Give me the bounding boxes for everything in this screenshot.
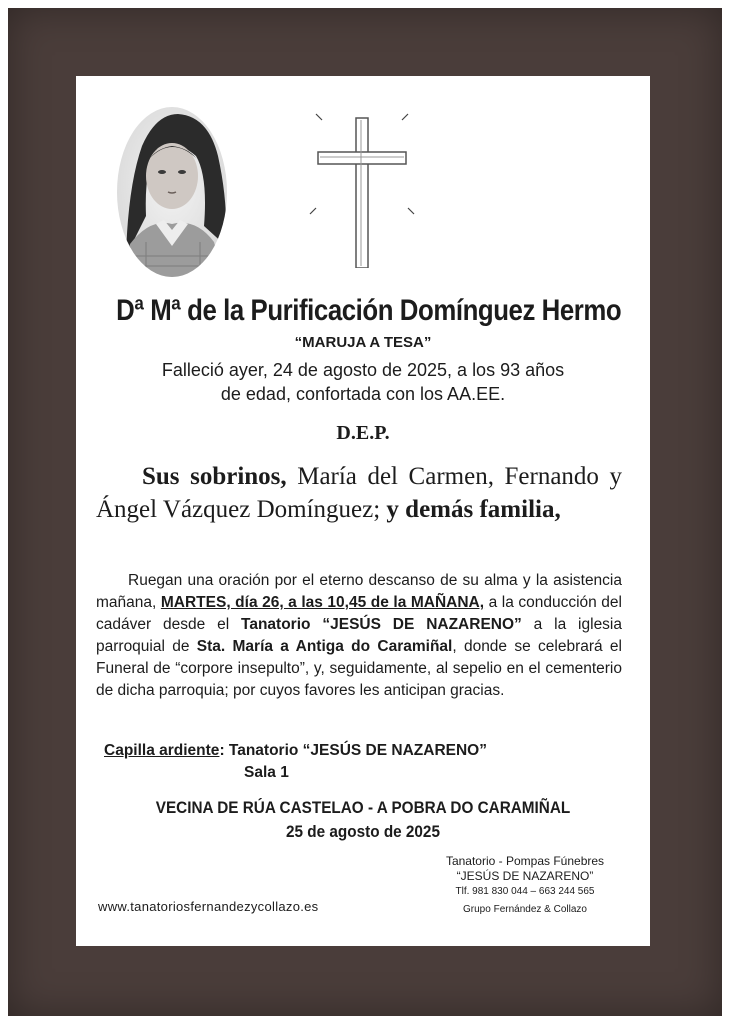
funeral-home-group: Grupo Fernández & Collazo — [463, 904, 587, 915]
portrait-photo — [116, 106, 228, 278]
death-line-2: de edad, confortada con los AA.EE. — [220, 384, 506, 404]
death-line-1: Falleció ayer, 24 de agosto de 2025, a los 93 años — [161, 360, 565, 380]
request-intro: Ruegan una oración por el eterno descanso de su alma y la asistencia mañana, — [96, 572, 622, 611]
mourners-names: María del Carmen, Fernando y Ángel Vázquez Domínguez; — [96, 463, 622, 523]
deceased-nickname: “MARUJA A TESA” — [294, 334, 432, 351]
request-funeral-home: Tanatorio “JESÚS DE NAZARENO” — [241, 616, 522, 633]
funeral-home-line-2: “JESÚS DE NAZARENO” — [456, 869, 594, 883]
cross-icon — [308, 108, 418, 268]
notice-date: 25 de agosto de 2025 — [286, 822, 440, 841]
website-link[interactable]: www.tanatoriosfernandezycollazo.es — [98, 899, 319, 914]
request-time: MARTES, día 26, a las 10,45 de la MAÑANA, — [160, 594, 485, 611]
chapel-value: : Tanatorio “JESÚS DE NAZARENO” — [219, 742, 487, 759]
funeral-home-line-1: Tanatorio - Pompas Fúnebres — [445, 854, 605, 868]
funeral-home-phone: Tlf. 981 830 044 – 663 244 565 — [455, 886, 595, 897]
chapel-info — [104, 740, 604, 784]
funeral-home-info — [410, 854, 640, 917]
request-end: , donde se celebrará el Funeral de “corpore insepulto”, y, seguidamente, al sepelio en el cementerio de dicha parroquia; por cuyos favores les anticipan gracias. — [96, 638, 622, 699]
mourners-lead: Sus sobrinos, — [142, 463, 287, 490]
request-church: Sta. María a Antiga do Caramiñal — [196, 638, 453, 655]
obituary-card — [76, 76, 650, 946]
mourners-paragraph — [96, 460, 622, 526]
chapel-room: Sala 1 — [244, 764, 289, 781]
deceased-name: Dª Mª de la Purificación Domínguez Hermo — [116, 294, 622, 327]
chapel-label: Capilla ardiente — [104, 742, 220, 759]
death-notice — [76, 358, 650, 406]
dep-heading: D.E.P. — [336, 422, 390, 444]
mourners-family: y demás familia, — [380, 496, 561, 523]
request-mid-1: a la conducción del cadáver desde el — [96, 594, 622, 633]
residence: VECINA DE RÚA CASTELAO - A POBRA DO CARAMIÑAL — [155, 798, 571, 817]
request-mid-2: a la iglesia parroquial de — [96, 616, 622, 655]
residence-block — [105, 796, 622, 844]
prayer-request — [96, 570, 622, 702]
